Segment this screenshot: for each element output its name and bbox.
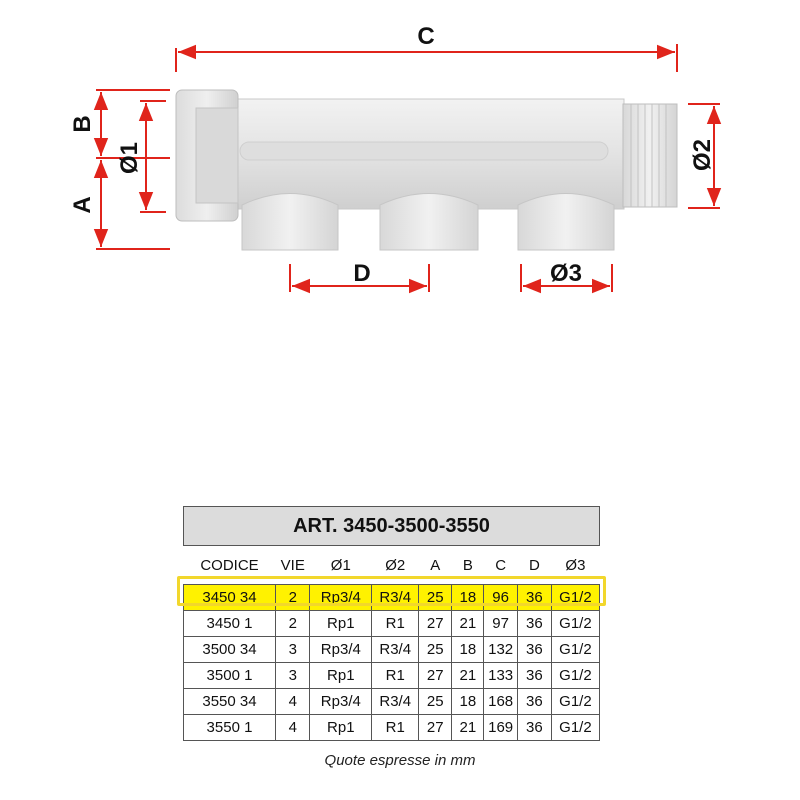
cell-a: 25 xyxy=(419,689,452,715)
cell-d1: Rp3/4 xyxy=(310,585,372,611)
cell-vie: 2 xyxy=(276,611,310,637)
cell-d3: G1/2 xyxy=(551,611,599,637)
cell-vie: 3 xyxy=(276,637,310,663)
cell-codice: 3550 1 xyxy=(184,715,276,741)
cell-codice: 3450 34 xyxy=(184,585,276,611)
col-header-d3: Ø3 xyxy=(565,556,586,574)
cell-d2: R1 xyxy=(372,715,419,741)
col-header-c: C xyxy=(495,556,507,574)
outlet-port-2 xyxy=(380,194,478,251)
tube-groove xyxy=(240,142,608,160)
dim-label-b: B xyxy=(69,115,96,133)
cell-d: 36 xyxy=(517,663,551,689)
table-header-row xyxy=(184,546,600,585)
dim-label-d3: Ø3 xyxy=(549,260,583,287)
cell-d: 36 xyxy=(517,715,551,741)
cell-d1: Rp1 xyxy=(310,663,372,689)
cell-d1: Rp1 xyxy=(310,715,372,741)
specification-table xyxy=(183,506,600,741)
cell-codice: 3550 34 xyxy=(184,689,276,715)
dim-label-d: D xyxy=(353,260,371,287)
outlet-port-3 xyxy=(518,194,614,251)
cell-d2: R3/4 xyxy=(372,637,419,663)
cell-d3: G1/2 xyxy=(551,637,599,663)
cell-c: 96 xyxy=(484,585,518,611)
cell-d: 36 xyxy=(517,611,551,637)
col-header-vie: VIE xyxy=(280,556,305,574)
dim-label-a: A xyxy=(69,196,96,214)
table-row xyxy=(184,585,600,611)
dim-label-d2: Ø2 xyxy=(689,138,716,172)
cell-c: 133 xyxy=(484,663,518,689)
cell-c: 169 xyxy=(484,715,518,741)
cell-b: 21 xyxy=(452,663,484,689)
table-row xyxy=(184,689,600,715)
col-header-codice: CODICE xyxy=(200,556,259,574)
table-row xyxy=(184,663,600,689)
cell-vie: 3 xyxy=(276,663,310,689)
cell-a: 25 xyxy=(419,637,452,663)
col-header-d: D xyxy=(528,556,540,574)
col-header-a: A xyxy=(430,556,441,574)
table-row xyxy=(184,637,600,663)
cell-b: 18 xyxy=(452,585,484,611)
cell-d: 36 xyxy=(517,637,551,663)
cell-d1: Rp3/4 xyxy=(310,637,372,663)
cell-b: 18 xyxy=(452,637,484,663)
cell-d1: Rp3/4 xyxy=(310,689,372,715)
dim-label-c: C xyxy=(417,23,435,50)
dim-label-d1: Ø1 xyxy=(116,141,143,175)
cell-a: 27 xyxy=(419,715,452,741)
hex-nut-face xyxy=(196,108,238,203)
cell-d2: R3/4 xyxy=(372,689,419,715)
cell-vie: 4 xyxy=(276,689,310,715)
table-row xyxy=(184,715,600,741)
cell-d3: G1/2 xyxy=(551,585,599,611)
cell-d3: G1/2 xyxy=(551,689,599,715)
cell-c: 97 xyxy=(484,611,518,637)
cell-d2: R1 xyxy=(372,611,419,637)
cell-b: 21 xyxy=(452,611,484,637)
cell-d2: R1 xyxy=(372,663,419,689)
table-row xyxy=(184,611,600,637)
cell-c: 168 xyxy=(484,689,518,715)
cell-b: 21 xyxy=(452,715,484,741)
col-header-d1: Ø1 xyxy=(330,556,351,574)
cell-codice: 3500 34 xyxy=(184,637,276,663)
cell-d: 36 xyxy=(517,585,551,611)
units-note: Quote espresse in mm xyxy=(324,752,476,769)
cell-a: 27 xyxy=(419,611,452,637)
cell-codice: 3500 1 xyxy=(184,663,276,689)
cell-codice: 3450 1 xyxy=(184,611,276,637)
cell-d2: R3/4 xyxy=(372,585,419,611)
table-title: ART. 3450-3500-3550 xyxy=(184,507,600,546)
cell-d1: Rp1 xyxy=(310,611,372,637)
col-header-b: B xyxy=(462,556,473,574)
cell-vie: 4 xyxy=(276,715,310,741)
manifold-body xyxy=(176,90,677,250)
cell-d3: G1/2 xyxy=(551,663,599,689)
cell-d: 36 xyxy=(517,689,551,715)
cell-d3: G1/2 xyxy=(551,715,599,741)
cell-vie: 2 xyxy=(276,585,310,611)
cell-a: 25 xyxy=(419,585,452,611)
manifold-technical-drawing xyxy=(0,0,800,320)
col-header-d2: Ø2 xyxy=(385,556,406,574)
cell-b: 18 xyxy=(452,689,484,715)
cell-c: 132 xyxy=(484,637,518,663)
outlet-port-1 xyxy=(242,194,338,251)
cell-a: 27 xyxy=(419,663,452,689)
